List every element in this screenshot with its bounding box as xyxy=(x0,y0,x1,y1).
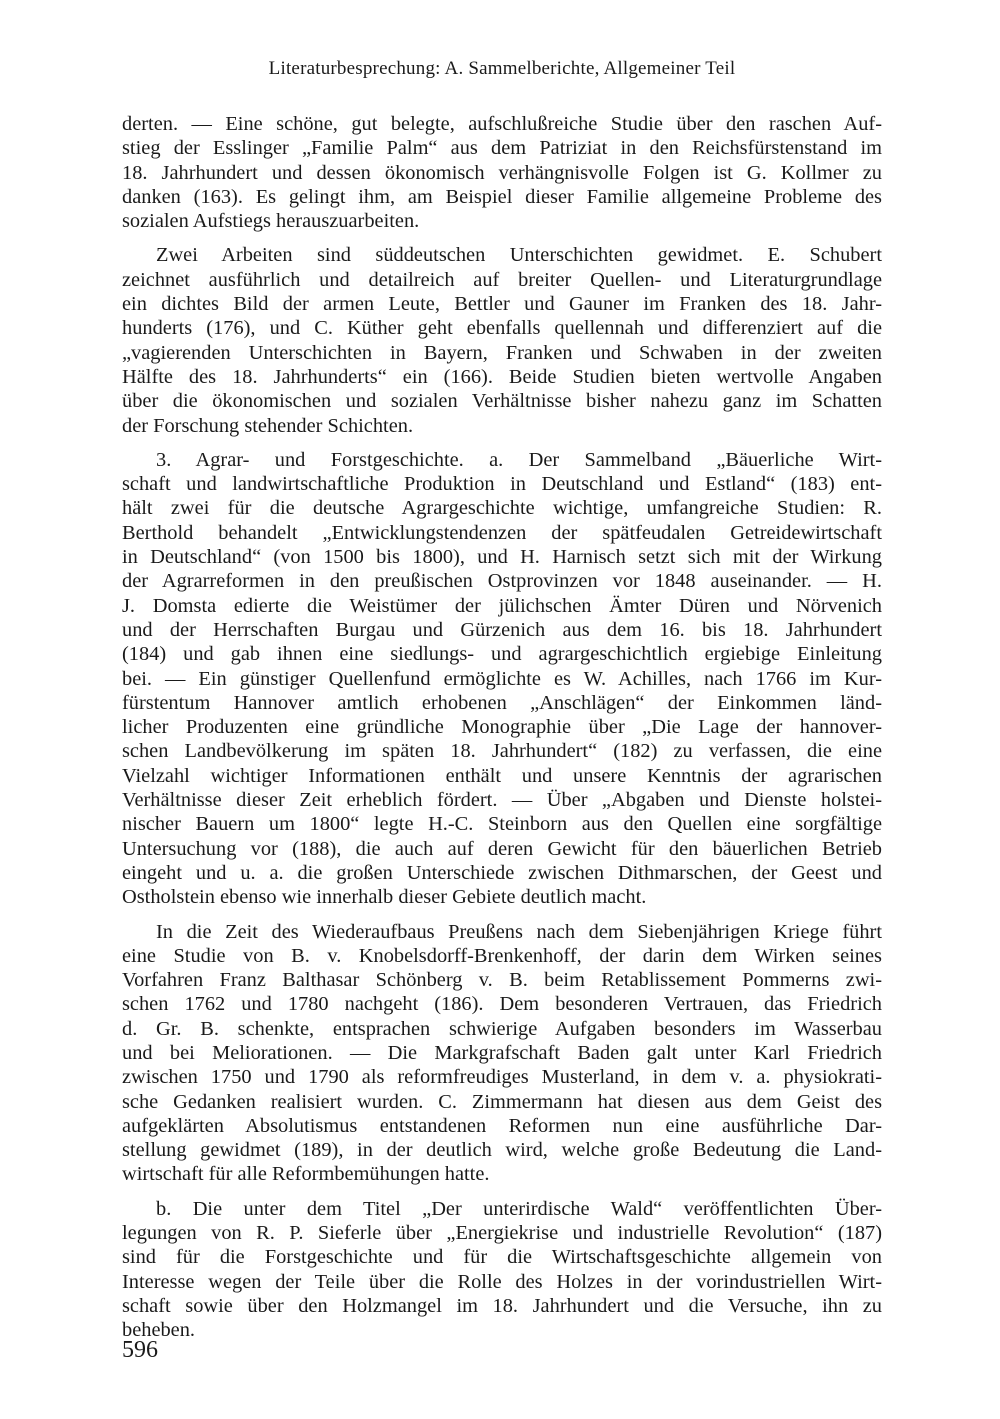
text-line: Verhältnisse dieser Zeit erheblich fördert. — Über „Abgaben und Dienste holstei- xyxy=(122,789,882,812)
text-line: Interesse wegen der Teile über die Rolle des Holzes in der vorindustriellen Wirt- xyxy=(122,1270,882,1293)
text-line: der Forschung stehender Schichten. xyxy=(122,414,414,437)
paragraph-1 xyxy=(122,112,882,233)
text-line: sozialen Aufstiegs herauszuarbeiten. xyxy=(122,210,420,233)
text-line: sind für die Forstgeschichte und für die Wirtschaftsgeschichte allgemein von xyxy=(122,1246,882,1269)
text-line: legungen von R. P. Sieferle über „Energiekrise und industrielle Revolution“ (187) xyxy=(122,1222,882,1245)
page-body xyxy=(122,112,882,1343)
text-line: schaft und landwirtschaftliche Produktion in Deutschland und Estland“ (183) ent- xyxy=(122,473,882,496)
paragraph-4 xyxy=(122,920,882,1187)
text-line: bei. — Ein günstiger Quellenfund ermöglichte es W. Achilles, nach 1766 im Kur- xyxy=(122,667,882,690)
text-line: in Deutschland“ (von 1500 bis 1800), und H. Harnisch setzt sich mit der Wirkung xyxy=(122,546,882,569)
running-head: Literaturbesprechung: A. Sammelberichte, Allgemeiner Teil xyxy=(268,58,736,79)
text-line: b. Die unter dem Titel „Der unterirdische Wald“ veröffentlichten Über- xyxy=(156,1197,882,1220)
text-line: nischer Bauern um 1800“ legte H.-C. Steinborn aus den Quellen eine sorgfältige xyxy=(122,813,882,836)
text-line: eingeht und u. a. die großen Unterschiede zwischen Dithmarschen, der Geest und xyxy=(122,861,882,884)
text-line: 18. Jahrhundert und dessen ökonomisch verhängnisvolle Folgen ist G. Kollmer zu xyxy=(122,161,882,184)
text-line: licher Produzenten eine gründliche Monographie über „Die Lage der hannover- xyxy=(122,716,882,739)
text-line: zeichnet ausführlich und detailreich auf breiter Quellen- und Literaturgrundlage xyxy=(122,268,882,291)
text-line: Untersuchung vor (188), die auch auf deren Gewicht für den bäuerlichen Betrieb xyxy=(122,837,882,860)
text-line: „vagierenden Unterschichten in Bayern, Franken und Schwaben in der zweiten xyxy=(122,341,882,364)
text-line: In die Zeit des Wiederaufbaus Preußens nach dem Siebenjährigen Kriege führt xyxy=(156,920,882,943)
paragraph-5 xyxy=(122,1197,882,1343)
text-line: (184) und gab ihnen eine siedlungs- und agrargeschichtlich ergiebige Einleitung xyxy=(122,643,882,666)
text-line: stellung gewidmet (189), in der deutlich wird, welche große Bedeutung die Land- xyxy=(122,1139,882,1162)
paragraph-3 xyxy=(122,448,882,910)
text-line: schen Landbevölkerung im späten 18. Jahrhundert“ (182) zu verfassen, die eine xyxy=(122,740,882,763)
text-line: hunderts (176), und C. Küther geht ebenfalls quellennah und differenziert auf die xyxy=(122,317,882,340)
text-line: eine Studie von B. v. Knobelsdorff-Brenkenhoff, der darin dem Wirken seines xyxy=(122,944,882,967)
text-line: hält zwei für die deutsche Agrargeschichte wichtige, umfangreiche Studien: R. xyxy=(122,497,882,520)
text-line: fürstentum Hannover amtlich erhobenen „Anschlägen“ der Einkommen länd- xyxy=(122,691,882,714)
text-line: d. Gr. B. schenkte, entsprachen schwierige Aufgaben besonders im Wasserbau xyxy=(122,1017,882,1040)
text-line: zwischen 1750 und 1790 als reformfreudiges Musterland, in dem v. a. physiokrati- xyxy=(122,1066,882,1089)
text-line: sche Gedanken realisiert wurden. C. Zimmermann hat diesen aus dem Geist des xyxy=(122,1090,882,1113)
text-line: Ostholstein ebenso wie innerhalb dieser Gebiete deutlich macht. xyxy=(122,886,647,909)
text-line: über die ökonomischen und sozialen Verhältnisse bisher nahezu ganz im Schatten xyxy=(122,390,882,413)
text-line: danken (163). Es gelingt ihm, am Beispiel dieser Familie allgemeine Probleme des xyxy=(122,185,882,208)
page-number: 596 xyxy=(122,1337,158,1363)
text-line: und der Herrschaften Burgau und Gürzenich aus dem 16. bis 18. Jahrhundert xyxy=(122,618,882,641)
text-line: ein dichtes Bild der armen Leute, Bettler und Gauner im Franken des 18. Jahr- xyxy=(122,293,882,316)
text-line: 3. Agrar- und Forstgeschichte. a. Der Sammelband „Bäuerliche Wirt- xyxy=(156,448,882,471)
text-line: Berthold behandelt „Entwicklungstendenzen der spätfeudalen Getreidewirtschaft xyxy=(122,521,882,544)
text-line: J. Domsta edierte die Weistümer der jülichschen Ämter Düren und Nörvenich xyxy=(122,594,882,617)
text-line: schaft sowie über den Holzmangel im 18. Jahrhundert und die Versuche, ihn zu xyxy=(122,1294,882,1317)
text-line: aufgeklärten Absolutismus entstandenen Reformen nun eine ausführliche Dar- xyxy=(122,1114,882,1137)
text-line: Vorfahren Franz Balthasar Schönberg v. B. beim Retablissement Pommerns zwi- xyxy=(122,969,882,992)
text-line: Hälfte des 18. Jahrhunderts“ ein (166). Beide Studien bieten wertvolle Angaben xyxy=(122,365,882,388)
text-line: und bei Meliorationen. — Die Markgrafschaft Baden galt unter Karl Friedrich xyxy=(122,1041,882,1064)
text-line: Zwei Arbeiten sind süddeutschen Unterschichten gewidmet. E. Schubert xyxy=(156,244,882,267)
text-line: schen 1762 und 1780 nachgeht (186). Dem besonderen Vertrauen, das Friedrich xyxy=(122,993,882,1016)
text-line: der Agrarreformen in den preußischen Ostprovinzen vor 1848 auseinander. — H. xyxy=(122,570,882,593)
text-line: stieg der Esslinger „Familie Palm“ aus dem Patriziat in den Reichsfürstenstand im xyxy=(122,137,882,160)
text-line: beheben. xyxy=(122,1319,196,1342)
paragraph-2 xyxy=(122,243,882,437)
text-line: derten. — Eine schöne, gut belegte, aufschlußreiche Studie über den raschen Auf- xyxy=(122,113,882,135)
text-line: Vielzahl wichtiger Informationen enthält und unsere Kenntnis der agrarischen xyxy=(122,764,882,787)
text-line: wirtschaft für alle Reformbemühungen hatte. xyxy=(122,1163,490,1186)
